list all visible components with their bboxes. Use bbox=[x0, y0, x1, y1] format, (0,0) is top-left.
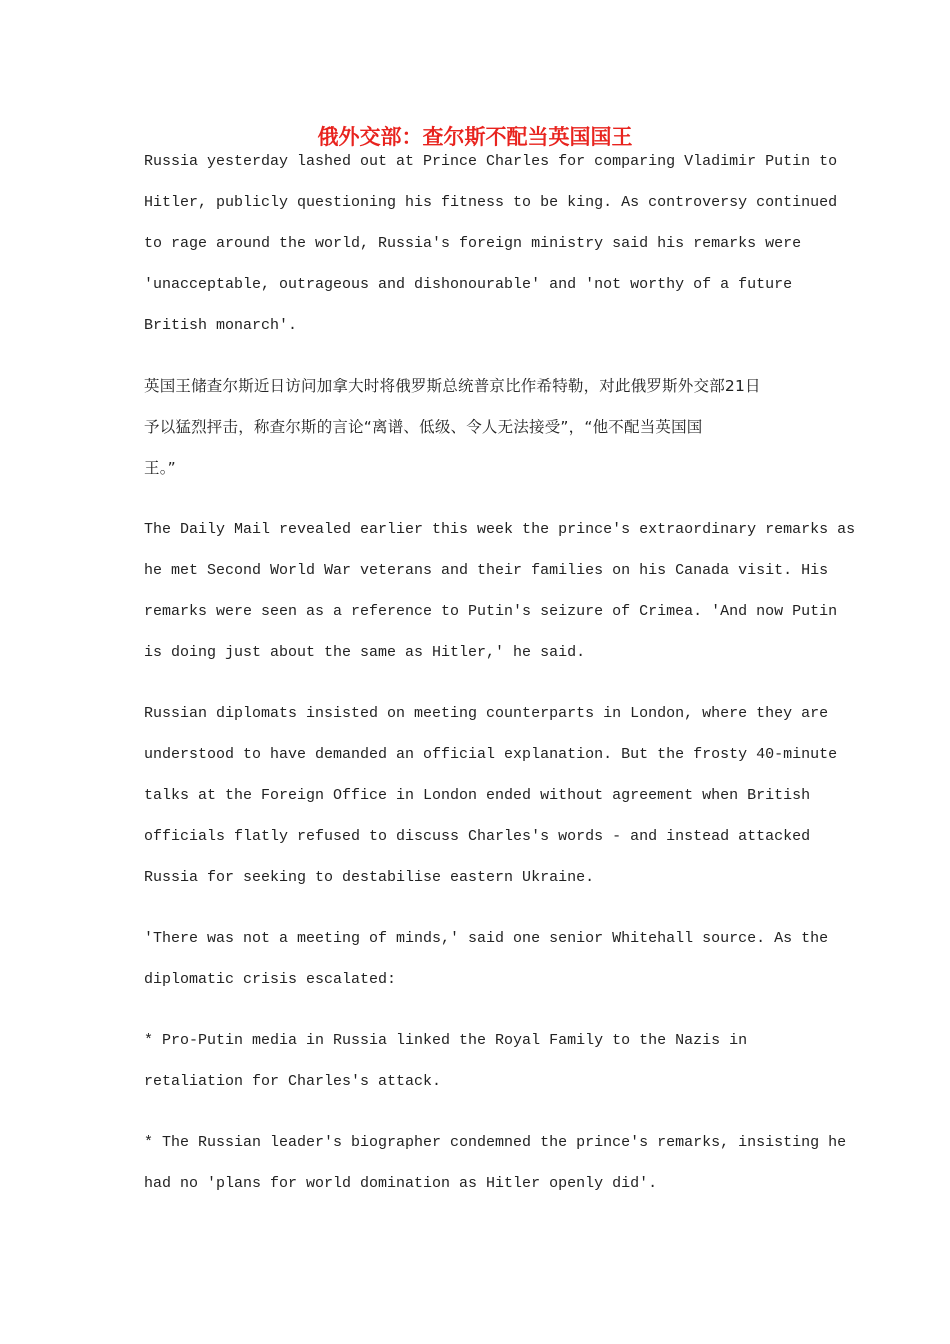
text-line: talks at the Foreign Office in London ended without agreement when British bbox=[144, 787, 811, 804]
text-line: The Daily Mail revealed earlier this week the prince's extraordinary remarks as bbox=[144, 521, 856, 538]
text-line: 王。” bbox=[144, 459, 176, 477]
text-line: remarks were seen as a reference to Putin's seizure of Crimea. 'And now Putin bbox=[144, 603, 838, 620]
bullet-pro-putin-media bbox=[144, 1020, 816, 1102]
text-line: is doing just about the same as Hitler,' he said. bbox=[144, 644, 586, 661]
text-line: Hitler, publicly questioning his fitness to be king. As controversy continued bbox=[144, 194, 838, 211]
text-line: * The Russian leader's biographer condemned the prince's remarks, insisting he bbox=[144, 1134, 847, 1151]
text-line: understood to have demanded an official explanation. But the frosty 40-minute bbox=[144, 746, 838, 763]
text-line: Russia yesterday lashed out at Prince Charles for comparing Vladimir Putin to bbox=[144, 153, 838, 170]
text-line: had no 'plans for world domination as Hitler openly did'. bbox=[144, 1175, 658, 1192]
text-line: 'unacceptable, outrageous and dishonourable' and 'not worthy of a future bbox=[144, 276, 793, 293]
text-line: diplomatic crisis escalated: bbox=[144, 971, 397, 988]
page-title: 俄外交部：查尔斯不配当英国国王 bbox=[317, 125, 633, 149]
paragraph-chinese-summary bbox=[144, 366, 816, 489]
text-line: * Pro-Putin media in Russia linked the Royal Family to the Nazis in bbox=[144, 1032, 748, 1049]
text-line: he met Second World War veterans and their families on his Canada visit. His bbox=[144, 562, 829, 579]
bullet-biographer bbox=[144, 1122, 847, 1204]
text-line: 英国王储查尔斯近日访问加拿大时将俄罗斯总统普京比作希特勒，对此俄罗斯外交部21日 bbox=[144, 377, 761, 395]
text-line: retaliation for Charles's attack. bbox=[144, 1073, 442, 1090]
text-line: Russia for seeking to destabilise eastern Ukraine. bbox=[144, 869, 595, 886]
article-body bbox=[144, 141, 856, 1224]
text-line: Russian diplomats insisted on meeting counterparts in London, where they are bbox=[144, 705, 829, 722]
paragraph-whitehall bbox=[144, 918, 829, 1000]
text-line: officials flatly refused to discuss Charles's words - and instead attacked bbox=[144, 828, 811, 845]
text-line: 予以猛烈抨击，称查尔斯的言论“离谱、低级、令人无法接受”，“他不配当英国国 bbox=[144, 418, 703, 436]
paragraph-daily-mail bbox=[144, 509, 856, 673]
text-line: 'There was not a meeting of minds,' said one senior Whitehall source. As the bbox=[144, 930, 829, 947]
paragraph-diplomats bbox=[144, 693, 838, 898]
paragraph-intro bbox=[144, 141, 838, 346]
text-line: British monarch'. bbox=[144, 317, 298, 334]
text-line: to rage around the world, Russia's foreign ministry said his remarks were bbox=[144, 235, 802, 252]
